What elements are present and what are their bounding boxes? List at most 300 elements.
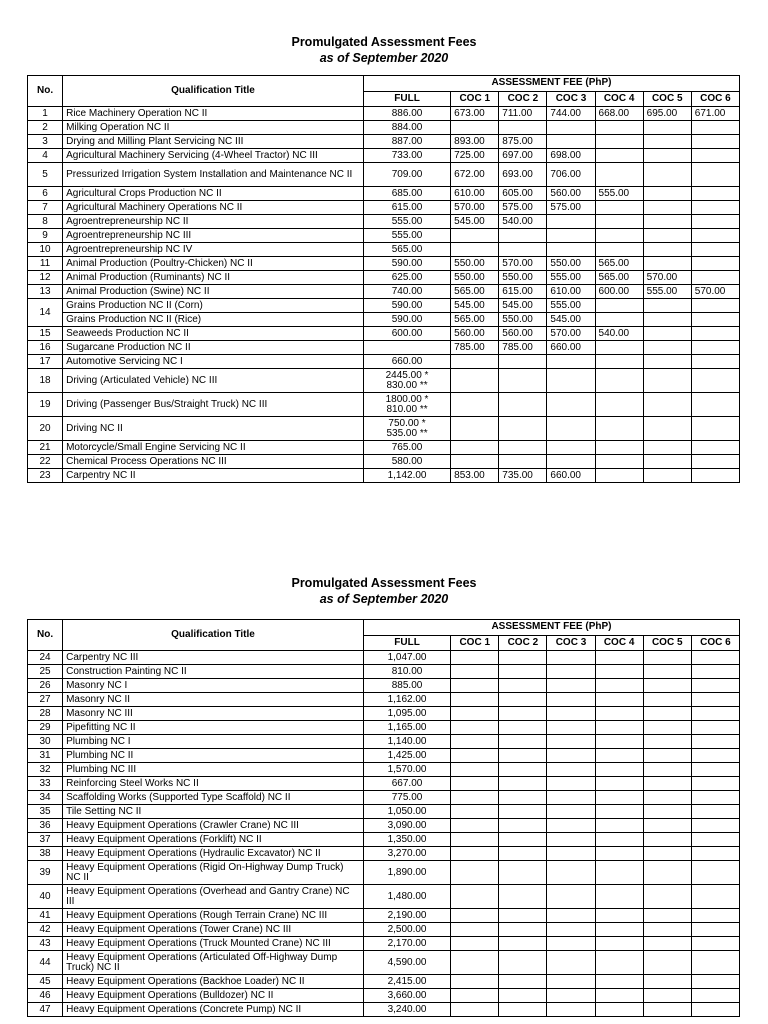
- full-fee: 3,660.00: [363, 989, 450, 1003]
- coc-6-fee: [691, 455, 739, 469]
- row-number: 22: [28, 455, 63, 469]
- full-fee: 625.00: [363, 271, 450, 285]
- coc-6-fee: [691, 149, 739, 163]
- header-full: FULL: [363, 91, 450, 107]
- coc-5-fee: [643, 257, 691, 271]
- qualification-title: Heavy Equipment Operations (Articulated Off-Highway Dump Truck) NC II: [63, 951, 364, 975]
- table-row: [28, 313, 740, 327]
- full-fee: 1,350.00: [363, 833, 450, 847]
- header-coc-4: COC 4: [595, 635, 643, 651]
- table-row: [28, 937, 740, 951]
- coc-2-fee: [499, 909, 547, 923]
- coc-4-fee: [595, 763, 643, 777]
- coc-4-fee: [595, 1003, 643, 1017]
- coc-3-fee: [547, 441, 595, 455]
- coc-1-fee: 550.00: [451, 257, 499, 271]
- coc-1-fee: 853.00: [451, 469, 499, 483]
- coc-4-fee: [595, 707, 643, 721]
- coc-6-fee: [691, 469, 739, 483]
- coc-5-fee: [643, 417, 691, 441]
- coc-2-fee: [499, 735, 547, 749]
- document-title: Promulgated Assessment Fees: [291, 35, 477, 49]
- table-row: [28, 201, 740, 215]
- table-row: [28, 243, 740, 257]
- row-number: 30: [28, 735, 63, 749]
- table-row: [28, 885, 740, 909]
- coc-6-fee: [691, 707, 739, 721]
- row-number: 27: [28, 693, 63, 707]
- coc-6-fee: [691, 271, 739, 285]
- coc-4-fee: [595, 833, 643, 847]
- coc-2-fee: [499, 393, 547, 417]
- full-fee: 565.00: [363, 243, 450, 257]
- coc-6-fee: [691, 975, 739, 989]
- table-row: [28, 763, 740, 777]
- row-number: 23: [28, 469, 63, 483]
- document-subtitle: as of September 2020: [319, 592, 449, 606]
- coc-3-fee: [547, 693, 595, 707]
- table-row: [28, 923, 740, 937]
- coc-1-fee: 893.00: [451, 135, 499, 149]
- coc-3-fee: [547, 1003, 595, 1017]
- coc-5-fee: [643, 805, 691, 819]
- row-number: 17: [28, 355, 63, 369]
- coc-2-fee: [499, 763, 547, 777]
- table-row: [28, 833, 740, 847]
- full-fee: 740.00: [363, 285, 450, 299]
- qualification-title: Chemical Process Operations NC III: [63, 455, 364, 469]
- coc-6-fee: [691, 861, 739, 885]
- coc-3-fee: [547, 243, 595, 257]
- coc-4-fee: [595, 951, 643, 975]
- coc-4-fee: [595, 201, 643, 215]
- coc-3-fee: [547, 721, 595, 735]
- coc-4-fee: [595, 693, 643, 707]
- coc-2-fee: [499, 707, 547, 721]
- coc-2-fee: [499, 975, 547, 989]
- coc-1-fee: [451, 707, 499, 721]
- row-number: 41: [28, 909, 63, 923]
- coc-4-fee: [595, 819, 643, 833]
- coc-2-fee: [499, 665, 547, 679]
- coc-5-fee: [643, 923, 691, 937]
- qualification-title: Driving (Passenger Bus/Straight Truck) NC III: [63, 393, 364, 417]
- qualification-title: Automotive Servicing NC I: [63, 355, 364, 369]
- coc-5-fee: [643, 665, 691, 679]
- coc-6-fee: [691, 299, 739, 313]
- coc-2-fee: [499, 923, 547, 937]
- qualification-title: Driving (Articulated Vehicle) NC III: [63, 369, 364, 393]
- coc-2-fee: [499, 455, 547, 469]
- row-number: 47: [28, 1003, 63, 1017]
- coc-1-fee: [451, 229, 499, 243]
- header-assessment-fee: ASSESSMENT FEE (PhP): [363, 620, 739, 636]
- coc-5-fee: [643, 369, 691, 393]
- header-coc-3: COC 3: [547, 635, 595, 651]
- coc-3-fee: [547, 805, 595, 819]
- full-fee: 600.00: [363, 327, 450, 341]
- coc-1-fee: [451, 693, 499, 707]
- coc-5-fee: [643, 201, 691, 215]
- row-number: 21: [28, 441, 63, 455]
- coc-2-fee: 785.00: [499, 341, 547, 355]
- coc-3-fee: [547, 909, 595, 923]
- coc-3-fee: 610.00: [547, 285, 595, 299]
- qualification-title: Construction Painting NC II: [63, 665, 364, 679]
- coc-6-fee: [691, 201, 739, 215]
- full-fee: 1,890.00: [363, 861, 450, 885]
- header-coc-1: COC 1: [451, 91, 499, 107]
- coc-3-fee: [547, 665, 595, 679]
- coc-5-fee: 570.00: [643, 271, 691, 285]
- coc-6-fee: [691, 923, 739, 937]
- full-fee: 3,270.00: [363, 847, 450, 861]
- full-fee: [363, 393, 450, 417]
- coc-2-fee: 697.00: [499, 149, 547, 163]
- qualification-title: Agroentrepreneurship NC II: [63, 215, 364, 229]
- table-row: [28, 149, 740, 163]
- coc-1-fee: 560.00: [451, 327, 499, 341]
- row-number: 2: [28, 121, 63, 135]
- coc-5-fee: [643, 989, 691, 1003]
- coc-2-fee: 550.00: [499, 313, 547, 327]
- qualification-title: Heavy Equipment Operations (Hydraulic Excavator) NC II: [63, 847, 364, 861]
- coc-1-fee: [451, 749, 499, 763]
- coc-1-fee: 550.00: [451, 271, 499, 285]
- row-number: 43: [28, 937, 63, 951]
- coc-6-fee: [691, 847, 739, 861]
- coc-1-fee: [451, 735, 499, 749]
- coc-6-fee: [691, 257, 739, 271]
- coc-4-fee: [595, 355, 643, 369]
- coc-5-fee: [643, 763, 691, 777]
- coc-2-fee: [499, 229, 547, 243]
- qualification-title: Tile Setting NC II: [63, 805, 364, 819]
- coc-4-fee: [595, 163, 643, 187]
- coc-6-fee: [691, 735, 739, 749]
- table-row: [28, 989, 740, 1003]
- table-row: [28, 1003, 740, 1017]
- coc-5-fee: [643, 163, 691, 187]
- coc-4-fee: [595, 989, 643, 1003]
- document-title: Promulgated Assessment Fees: [291, 576, 477, 590]
- row-number: 11: [28, 257, 63, 271]
- table-row: [28, 693, 740, 707]
- coc-5-fee: [643, 243, 691, 257]
- qualification-title: Agricultural Machinery Operations NC II: [63, 201, 364, 215]
- row-number: 38: [28, 847, 63, 861]
- coc-6-fee: [691, 1003, 739, 1017]
- coc-1-fee: 570.00: [451, 201, 499, 215]
- coc-3-fee: 660.00: [547, 469, 595, 483]
- row-number: 20: [28, 417, 63, 441]
- qualification-title: Masonry NC III: [63, 707, 364, 721]
- full-fee: 1,162.00: [363, 693, 450, 707]
- coc-1-fee: [451, 805, 499, 819]
- coc-2-fee: 615.00: [499, 285, 547, 299]
- coc-5-fee: [643, 707, 691, 721]
- coc-6-fee: 570.00: [691, 285, 739, 299]
- full-fee: 590.00: [363, 257, 450, 271]
- coc-6-fee: [691, 763, 739, 777]
- full-fee: 1,480.00: [363, 885, 450, 909]
- qualification-title: Agroentrepreneurship NC III: [63, 229, 364, 243]
- table-row: [28, 163, 740, 187]
- coc-5-fee: [643, 135, 691, 149]
- full-fee: 555.00: [363, 229, 450, 243]
- coc-2-fee: [499, 833, 547, 847]
- coc-5-fee: [643, 651, 691, 665]
- qualification-title: Heavy Equipment Operations (Concrete Pump) NC II: [63, 1003, 364, 1017]
- row-number: 15: [28, 327, 63, 341]
- coc-4-fee: [595, 369, 643, 393]
- coc-1-fee: 565.00: [451, 285, 499, 299]
- qualification-title: Heavy Equipment Operations (Truck Mounted Crane) NC III: [63, 937, 364, 951]
- row-number: 34: [28, 791, 63, 805]
- coc-3-fee: [547, 819, 595, 833]
- row-number: 28: [28, 707, 63, 721]
- row-number: 44: [28, 951, 63, 975]
- coc-5-fee: [643, 847, 691, 861]
- qualification-title: Pressurized Irrigation System Installation and Maintenance NC II: [63, 163, 364, 187]
- table-row: [28, 707, 740, 721]
- coc-5-fee: [643, 441, 691, 455]
- coc-2-fee: 550.00: [499, 271, 547, 285]
- table-row: [28, 819, 740, 833]
- coc-2-fee: [499, 861, 547, 885]
- header-coc-5: COC 5: [643, 635, 691, 651]
- coc-6-fee: [691, 441, 739, 455]
- coc-6-fee: [691, 721, 739, 735]
- coc-1-fee: [451, 861, 499, 885]
- qualification-title: Carpentry NC III: [63, 651, 364, 665]
- coc-3-fee: [547, 937, 595, 951]
- coc-6-fee: [691, 665, 739, 679]
- coc-5-fee: [643, 327, 691, 341]
- full-fee: 884.00: [363, 121, 450, 135]
- coc-3-fee: [547, 847, 595, 861]
- full-fee: 2,500.00: [363, 923, 450, 937]
- header-no: No.: [28, 76, 63, 107]
- coc-3-fee: [547, 777, 595, 791]
- coc-5-fee: 695.00: [643, 107, 691, 121]
- coc-2-fee: [499, 937, 547, 951]
- table-row: [28, 271, 740, 285]
- coc-6-fee: [691, 693, 739, 707]
- coc-2-fee: [499, 441, 547, 455]
- header-row: [28, 620, 740, 636]
- coc-2-fee: [499, 417, 547, 441]
- coc-1-fee: [451, 763, 499, 777]
- coc-1-fee: [451, 909, 499, 923]
- table-row: [28, 257, 740, 271]
- coc-1-fee: [451, 791, 499, 805]
- coc-3-fee: [547, 791, 595, 805]
- coc-3-fee: [547, 651, 595, 665]
- header-block-1: [0, 34, 768, 66]
- coc-6-fee: [691, 355, 739, 369]
- coc-3-fee: 555.00: [547, 271, 595, 285]
- coc-3-fee: [547, 989, 595, 1003]
- row-number: 46: [28, 989, 63, 1003]
- qualification-title: Seaweeds Production NC II: [63, 327, 364, 341]
- row-number: 12: [28, 271, 63, 285]
- header-assessment-fee: ASSESSMENT FEE (PhP): [363, 76, 739, 92]
- row-number: 6: [28, 187, 63, 201]
- table-row: [28, 791, 740, 805]
- coc-2-fee: 693.00: [499, 163, 547, 187]
- qualification-title: Milking Operation NC II: [63, 121, 364, 135]
- coc-2-fee: 540.00: [499, 215, 547, 229]
- coc-6-fee: [691, 229, 739, 243]
- coc-4-fee: [595, 777, 643, 791]
- row-number: 37: [28, 833, 63, 847]
- coc-6-fee: [691, 163, 739, 187]
- coc-4-fee: [595, 243, 643, 257]
- row-number: 40: [28, 885, 63, 909]
- coc-1-fee: [451, 441, 499, 455]
- coc-4-fee: 600.00: [595, 285, 643, 299]
- full-fee-line-1: 1800.00 *: [385, 393, 429, 405]
- full-fee: 2,190.00: [363, 909, 450, 923]
- coc-4-fee: 668.00: [595, 107, 643, 121]
- coc-1-fee: [451, 243, 499, 257]
- coc-5-fee: [643, 393, 691, 417]
- coc-3-fee: [547, 923, 595, 937]
- coc-3-fee: [547, 763, 595, 777]
- coc-4-fee: [595, 791, 643, 805]
- header-coc-3: COC 3: [547, 91, 595, 107]
- full-fee: 733.00: [363, 149, 450, 163]
- coc-1-fee: 673.00: [451, 107, 499, 121]
- table-row: [28, 285, 740, 299]
- row-number: 19: [28, 393, 63, 417]
- fees-table-2: [27, 619, 740, 1017]
- coc-6-fee: [691, 121, 739, 135]
- coc-4-fee: [595, 135, 643, 149]
- qualification-title: Motorcycle/Small Engine Servicing NC II: [63, 441, 364, 455]
- row-number: 9: [28, 229, 63, 243]
- table-row: [28, 187, 740, 201]
- table-row: [28, 417, 740, 441]
- coc-5-fee: [643, 341, 691, 355]
- coc-1-fee: [451, 975, 499, 989]
- coc-3-fee: [547, 229, 595, 243]
- coc-1-fee: [451, 951, 499, 975]
- qualification-title: Animal Production (Poultry-Chicken) NC II: [63, 257, 364, 271]
- qualification-title: Heavy Equipment Operations (Tower Crane) NC III: [63, 923, 364, 937]
- coc-4-fee: [595, 861, 643, 885]
- qualification-title: Carpentry NC II: [63, 469, 364, 483]
- coc-3-fee: [547, 369, 595, 393]
- full-fee: 660.00: [363, 355, 450, 369]
- coc-2-fee: [499, 1003, 547, 1017]
- coc-6-fee: [691, 885, 739, 909]
- full-fee: 765.00: [363, 441, 450, 455]
- coc-6-fee: [691, 327, 739, 341]
- coc-6-fee: [691, 341, 739, 355]
- coc-4-fee: [595, 455, 643, 469]
- header-full: FULL: [363, 635, 450, 651]
- qualification-title: Agroentrepreneurship NC IV: [63, 243, 364, 257]
- full-fee-line-2: 535.00 **: [386, 427, 428, 439]
- coc-2-fee: [499, 777, 547, 791]
- full-fee-line-2: 830.00 **: [386, 379, 428, 391]
- coc-2-fee: [499, 355, 547, 369]
- coc-2-fee: [499, 791, 547, 805]
- coc-3-fee: [547, 951, 595, 975]
- coc-5-fee: [643, 121, 691, 135]
- coc-1-fee: [451, 679, 499, 693]
- coc-2-fee: 875.00: [499, 135, 547, 149]
- full-fee: 775.00: [363, 791, 450, 805]
- coc-1-fee: [451, 847, 499, 861]
- coc-5-fee: [643, 1003, 691, 1017]
- qualification-title: Reinforcing Steel Works NC II: [63, 777, 364, 791]
- full-fee: 580.00: [363, 455, 450, 469]
- qualification-title: Driving NC II: [63, 417, 364, 441]
- full-fee: 810.00: [363, 665, 450, 679]
- table-row: [28, 679, 740, 693]
- full-fee: 1,047.00: [363, 651, 450, 665]
- table-row: [28, 951, 740, 975]
- table-row: [28, 847, 740, 861]
- row-number: 3: [28, 135, 63, 149]
- table-row: [28, 341, 740, 355]
- coc-3-fee: [547, 121, 595, 135]
- qualification-title: Plumbing NC I: [63, 735, 364, 749]
- coc-6-fee: [691, 951, 739, 975]
- coc-6-fee: [691, 749, 739, 763]
- coc-2-fee: [499, 679, 547, 693]
- row-number: 13: [28, 285, 63, 299]
- coc-1-fee: [451, 989, 499, 1003]
- coc-3-fee: 698.00: [547, 149, 595, 163]
- coc-4-fee: [595, 735, 643, 749]
- coc-3-fee: [547, 975, 595, 989]
- coc-3-fee: [547, 455, 595, 469]
- row-number: 42: [28, 923, 63, 937]
- coc-5-fee: [643, 299, 691, 313]
- coc-5-fee: [643, 975, 691, 989]
- table-row: [28, 369, 740, 393]
- coc-1-fee: [451, 393, 499, 417]
- coc-5-fee: [643, 885, 691, 909]
- coc-5-fee: 555.00: [643, 285, 691, 299]
- coc-4-fee: [595, 469, 643, 483]
- coc-2-fee: [499, 951, 547, 975]
- coc-1-fee: [451, 1003, 499, 1017]
- full-fee: [363, 417, 450, 441]
- row-number: 14: [28, 299, 63, 327]
- coc-5-fee: [643, 187, 691, 201]
- coc-5-fee: [643, 937, 691, 951]
- qualification-title: Rice Machinery Operation NC II: [63, 107, 364, 121]
- coc-4-fee: [595, 651, 643, 665]
- coc-5-fee: [643, 679, 691, 693]
- coc-3-fee: [547, 135, 595, 149]
- row-number: 24: [28, 651, 63, 665]
- coc-2-fee: 605.00: [499, 187, 547, 201]
- coc-5-fee: [643, 355, 691, 369]
- table-row: [28, 975, 740, 989]
- full-fee: 1,095.00: [363, 707, 450, 721]
- table-row: [28, 735, 740, 749]
- qualification-title: Animal Production (Swine) NC II: [63, 285, 364, 299]
- row-number: 18: [28, 369, 63, 393]
- coc-5-fee: [643, 909, 691, 923]
- table-row: [28, 721, 740, 735]
